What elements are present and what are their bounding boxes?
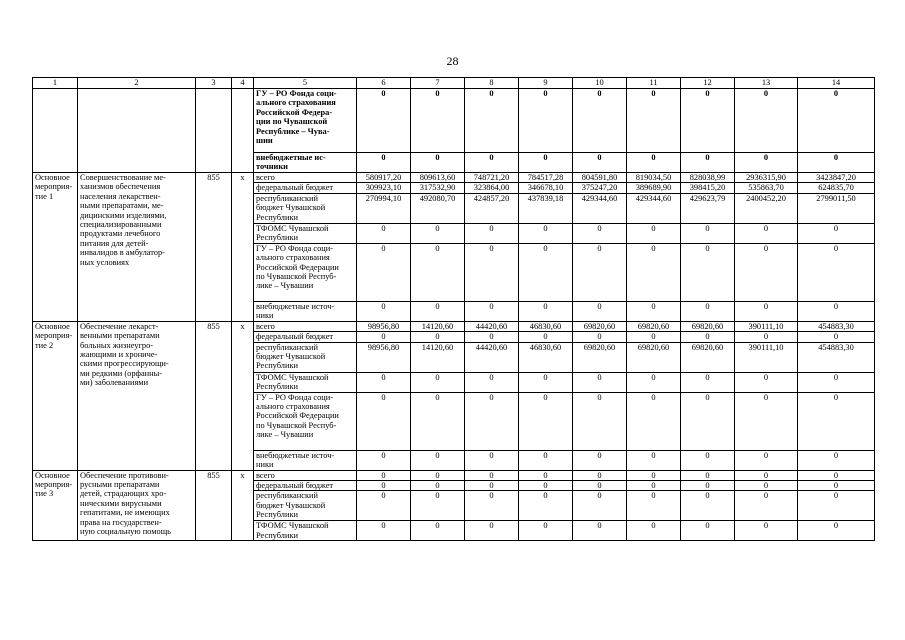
value-cell: 535863,70 [735, 183, 798, 193]
value-cell: 0 [681, 372, 735, 392]
value-cell: 0 [411, 470, 465, 480]
funding-table [32, 77, 875, 541]
value-cell: 0 [411, 332, 465, 342]
value-cell: 0 [519, 153, 573, 173]
value-cell: 0 [573, 332, 627, 342]
value-cell: 0 [465, 491, 519, 521]
value-cell: 0 [411, 301, 465, 321]
value-cell: 14120,60 [411, 321, 465, 331]
value-cell: 0 [411, 392, 465, 450]
value-cell: 317532,90 [411, 183, 465, 193]
value-cell: 0 [519, 481, 573, 491]
funding-source-cell: всего [254, 173, 357, 183]
value-cell: 2799011,50 [798, 193, 875, 223]
value-cell: 0 [681, 223, 735, 243]
value-cell: 0 [357, 243, 411, 301]
value-cell: 69820,60 [627, 321, 681, 331]
value-cell: 0 [519, 89, 573, 153]
value-cell: 0 [465, 470, 519, 480]
header-cell: 3 [196, 78, 232, 89]
code-cell: 855 [196, 470, 232, 541]
value-cell: 0 [411, 450, 465, 470]
value-cell: 0 [573, 491, 627, 521]
value-cell: 2400452,20 [735, 193, 798, 223]
value-cell: 0 [627, 153, 681, 173]
value-cell: 492080,70 [411, 193, 465, 223]
value-cell: 0 [798, 521, 875, 541]
value-cell: 390111,10 [735, 342, 798, 372]
value-cell: 0 [735, 243, 798, 301]
value-cell: 0 [465, 301, 519, 321]
value-cell: 390111,10 [735, 321, 798, 331]
value-cell: 0 [798, 243, 875, 301]
header-cell: 7 [411, 78, 465, 89]
code-cell: 855 [196, 321, 232, 470]
value-cell: 0 [357, 450, 411, 470]
col-3-cell [196, 89, 232, 173]
value-cell: 0 [798, 301, 875, 321]
value-cell: 0 [735, 470, 798, 480]
value-cell: 0 [357, 521, 411, 541]
table-row [33, 470, 875, 480]
header-cell: 14 [798, 78, 875, 89]
value-cell: 784517,28 [519, 173, 573, 183]
value-cell: 0 [681, 153, 735, 173]
table-row [33, 173, 875, 183]
value-cell: 0 [519, 243, 573, 301]
value-cell: 0 [798, 481, 875, 491]
value-cell: 0 [465, 450, 519, 470]
header-cell: 9 [519, 78, 573, 89]
value-cell: 0 [357, 491, 411, 521]
value-cell: 0 [573, 521, 627, 541]
value-cell: 0 [357, 481, 411, 491]
funding-source-cell: внебюджетные ис- точники [254, 153, 357, 173]
value-cell: 0 [735, 301, 798, 321]
value-cell: 0 [573, 153, 627, 173]
table-row [33, 321, 875, 331]
value-cell: 309923,10 [357, 183, 411, 193]
value-cell: 0 [627, 301, 681, 321]
value-cell: 398415,20 [681, 183, 735, 193]
value-cell: 0 [798, 392, 875, 450]
page-number: 28 [446, 54, 459, 68]
value-cell: 14120,60 [411, 342, 465, 372]
value-cell: 98956,80 [357, 342, 411, 372]
header-row [33, 78, 875, 89]
header-cell: 12 [681, 78, 735, 89]
value-cell: 0 [735, 491, 798, 521]
value-cell: 0 [411, 491, 465, 521]
value-cell: 0 [735, 153, 798, 173]
value-cell: 0 [357, 470, 411, 480]
value-cell: 0 [357, 392, 411, 450]
value-cell: 0 [411, 372, 465, 392]
measure-name-cell: Основное мероприя- тие 1 [33, 173, 78, 322]
measure-name-cell: Основное мероприя- тие 3 [33, 470, 78, 541]
funding-source-cell: внебюджетные источ- ники [254, 450, 357, 470]
table-row [33, 89, 875, 153]
value-cell: 624835,70 [798, 183, 875, 193]
value-cell: 3423847,20 [798, 173, 875, 183]
table-body [33, 78, 875, 541]
value-cell: 46830,60 [519, 342, 573, 372]
value-cell: 44420,60 [465, 321, 519, 331]
value-cell: 0 [465, 481, 519, 491]
value-cell: 0 [735, 392, 798, 450]
value-cell: 0 [573, 450, 627, 470]
value-cell: 0 [627, 243, 681, 301]
funding-source-cell: федеральный бюджет [254, 481, 357, 491]
value-cell: 0 [573, 223, 627, 243]
value-cell: 0 [465, 392, 519, 450]
value-cell: 0 [411, 481, 465, 491]
value-cell: 0 [681, 470, 735, 480]
value-cell: 828038,99 [681, 173, 735, 183]
value-cell: 0 [735, 450, 798, 470]
value-cell: 809613,60 [411, 173, 465, 183]
funding-source-cell: ТФОМС Чувашской Республики [254, 521, 357, 541]
value-cell: 2936315,90 [735, 173, 798, 183]
value-cell: 0 [519, 332, 573, 342]
funding-source-cell: республиканский бюджет Чувашской Республики [254, 342, 357, 372]
value-cell: 429344,60 [573, 193, 627, 223]
mark-cell: х [232, 321, 254, 470]
mark-cell: х [232, 470, 254, 541]
value-cell: 429623,79 [681, 193, 735, 223]
value-cell: 0 [735, 223, 798, 243]
value-cell: 0 [519, 450, 573, 470]
value-cell: 424857,20 [465, 193, 519, 223]
value-cell: 0 [627, 223, 681, 243]
mark-cell: х [232, 173, 254, 322]
value-cell: 0 [681, 332, 735, 342]
value-cell: 437839,18 [519, 193, 573, 223]
value-cell: 429344,60 [627, 193, 681, 223]
value-cell: 0 [735, 372, 798, 392]
header-cell: 13 [735, 78, 798, 89]
value-cell: 0 [573, 481, 627, 491]
value-cell: 0 [798, 223, 875, 243]
value-cell: 0 [357, 332, 411, 342]
value-cell: 0 [798, 470, 875, 480]
value-cell: 69820,60 [573, 342, 627, 372]
value-cell: 0 [627, 372, 681, 392]
header-cell: 4 [232, 78, 254, 89]
value-cell: 69820,60 [573, 321, 627, 331]
value-cell: 0 [573, 301, 627, 321]
value-cell: 69820,60 [681, 321, 735, 331]
funding-source-cell: внебюджетные источ- ники [254, 301, 357, 321]
value-cell: 389689,90 [627, 183, 681, 193]
value-cell: 0 [465, 521, 519, 541]
value-cell: 0 [357, 372, 411, 392]
value-cell: 0 [573, 243, 627, 301]
funding-source-cell: ТФОМС Чувашской Республики [254, 223, 357, 243]
value-cell: 0 [735, 332, 798, 342]
value-cell: 0 [627, 450, 681, 470]
value-cell: 375247,20 [573, 183, 627, 193]
value-cell: 0 [627, 89, 681, 153]
header-cell: 8 [465, 78, 519, 89]
header-cell: 11 [627, 78, 681, 89]
value-cell: 0 [411, 243, 465, 301]
value-cell: 0 [681, 243, 735, 301]
value-cell: 46830,60 [519, 321, 573, 331]
value-cell: 0 [357, 153, 411, 173]
value-cell: 0 [798, 372, 875, 392]
col-4-cell [232, 89, 254, 173]
value-cell: 0 [465, 243, 519, 301]
value-cell: 0 [735, 481, 798, 491]
funding-source-cell: федеральный бюджет [254, 183, 357, 193]
funding-source-cell: ГУ – РО Фонда соци- ального страхования Российской Федера- ции по Чувашской Республике – Чува- шии [254, 89, 357, 153]
value-cell: 270994,10 [357, 193, 411, 223]
value-cell: 804591,80 [573, 173, 627, 183]
value-cell: 346678,10 [519, 183, 573, 193]
value-cell: 0 [627, 521, 681, 541]
funding-source-cell: республиканский бюджет Чувашской Республики [254, 491, 357, 521]
value-cell: 0 [573, 372, 627, 392]
value-cell: 0 [573, 89, 627, 153]
measure-description-cell: Обеспечение противови- русными препаратами детей, страдающих хро- ническими вирусными гепатитами, не имеющих права на государствен- ную социальную помощь [78, 470, 196, 541]
value-cell: 580917,20 [357, 173, 411, 183]
measure-description-cell: Обеспечение лекарст- венными препаратами больных жизнеугро- жающими и хрониче- скими прогрессирующи- ми редкими (орфанны- ми) заболеваниями [78, 321, 196, 470]
value-cell: 0 [627, 491, 681, 521]
value-cell: 0 [519, 470, 573, 480]
value-cell: 0 [357, 223, 411, 243]
header-cell: 10 [573, 78, 627, 89]
value-cell: 0 [411, 153, 465, 173]
value-cell: 0 [465, 89, 519, 153]
value-cell: 0 [411, 89, 465, 153]
value-cell: 0 [798, 450, 875, 470]
value-cell: 0 [411, 223, 465, 243]
value-cell: 0 [627, 481, 681, 491]
value-cell: 0 [519, 521, 573, 541]
funding-source-cell: ГУ – РО Фонда соци- ального страхования Российской Федерации по Чувашской Респуб- лике – Чувашии [254, 243, 357, 301]
value-cell: 0 [465, 372, 519, 392]
value-cell: 0 [627, 332, 681, 342]
value-cell: 0 [411, 521, 465, 541]
code-cell: 855 [196, 173, 232, 322]
value-cell: 69820,60 [681, 342, 735, 372]
header-cell: 2 [78, 78, 196, 89]
header-cell: 5 [254, 78, 357, 89]
value-cell: 0 [357, 89, 411, 153]
measure-name-cell: Основное мероприя- тие 2 [33, 321, 78, 470]
value-cell: 0 [573, 392, 627, 450]
value-cell: 0 [681, 481, 735, 491]
value-cell: 0 [798, 89, 875, 153]
value-cell: 323864,00 [465, 183, 519, 193]
value-cell: 0 [519, 372, 573, 392]
funding-source-cell: республиканский бюджет Чувашской Республики [254, 193, 357, 223]
value-cell: 748721,20 [465, 173, 519, 183]
value-cell: 69820,60 [627, 342, 681, 372]
value-cell: 0 [627, 392, 681, 450]
value-cell: 0 [681, 301, 735, 321]
value-cell: 0 [681, 392, 735, 450]
funding-source-cell: всего [254, 470, 357, 480]
col-2-cell [78, 89, 196, 173]
value-cell: 0 [573, 470, 627, 480]
value-cell: 454883,30 [798, 342, 875, 372]
value-cell: 0 [465, 332, 519, 342]
header-cell: 1 [33, 78, 78, 89]
value-cell: 819034,50 [627, 173, 681, 183]
value-cell: 454883,30 [798, 321, 875, 331]
funding-source-cell: ТФОМС Чувашской Республики [254, 372, 357, 392]
value-cell: 0 [798, 332, 875, 342]
value-cell: 0 [681, 450, 735, 470]
value-cell: 0 [465, 223, 519, 243]
value-cell: 0 [735, 521, 798, 541]
value-cell: 0 [798, 153, 875, 173]
value-cell: 0 [519, 491, 573, 521]
funding-source-cell: всего [254, 321, 357, 331]
value-cell: 0 [627, 470, 681, 480]
measure-description-cell: Совершенствование ме- ханизмов обеспечения населения лекарствен- ными препаратами, ме- дицинскими изделиями, специализированными продуктами лечебного питания для детей- инвалидов в амбулатор- ных условиях [78, 173, 196, 322]
funding-source-cell: ГУ – РО Фонда соци- ального страхования Российской Федерации по Чувашской Респуб- лике – Чувашии [254, 392, 357, 450]
value-cell: 0 [519, 301, 573, 321]
value-cell: 0 [357, 301, 411, 321]
value-cell: 0 [681, 89, 735, 153]
value-cell: 0 [465, 153, 519, 173]
value-cell: 0 [519, 392, 573, 450]
value-cell: 0 [681, 521, 735, 541]
value-cell: 0 [681, 491, 735, 521]
funding-source-cell: федеральный бюджет [254, 332, 357, 342]
header-cell: 6 [357, 78, 411, 89]
value-cell: 0 [798, 491, 875, 521]
value-cell: 44420,60 [465, 342, 519, 372]
value-cell: 0 [519, 223, 573, 243]
value-cell: 98956,80 [357, 321, 411, 331]
value-cell: 0 [735, 89, 798, 153]
col-1-cell [33, 89, 78, 173]
